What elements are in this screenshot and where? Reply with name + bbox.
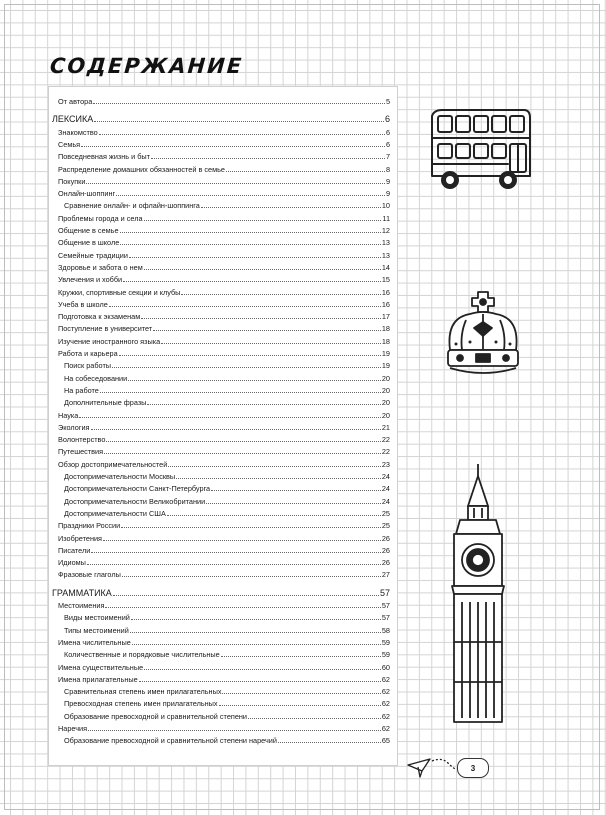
- toc-leader-dots: [211, 490, 381, 491]
- toc-entry-page: 20: [381, 373, 390, 383]
- toc-entry-label: Повседневная жизнь и быт: [58, 152, 150, 162]
- toc-entry-page: 17: [381, 312, 390, 322]
- toc-entry: [58, 672, 390, 684]
- toc-entry: [58, 420, 390, 432]
- toc-leader-dots: [144, 220, 382, 221]
- toc-leader-dots: [100, 392, 381, 393]
- toc-entry-page: 12: [381, 226, 390, 235]
- toc-entry-page: 13: [381, 238, 390, 248]
- toc-entry: [58, 272, 390, 284]
- toc-leader-dots: [168, 466, 381, 467]
- toc-entry-page: 62: [381, 724, 390, 733]
- toc-leader-dots: [91, 552, 381, 553]
- page-number: 3: [457, 758, 489, 778]
- toc-entry-page: 20: [381, 385, 390, 395]
- royal-crown-icon: [440, 288, 526, 380]
- toc-entry-page: 25: [381, 508, 390, 518]
- toc-entry: [64, 371, 390, 383]
- toc-entry-label: Имена прилагательные: [58, 674, 138, 684]
- toc-entry: [64, 623, 390, 635]
- toc-leader-dots: [131, 619, 381, 620]
- toc-entry-page: 24: [381, 472, 390, 481]
- toc-entry-label: Семья: [58, 139, 81, 149]
- toc-leader-dots: [87, 564, 381, 565]
- toc-entry-page: 23: [381, 459, 390, 469]
- toc-leader-dots: [147, 404, 380, 405]
- page-title: СОДЕРЖАНИЕ: [49, 54, 245, 78]
- toc-entry-label: Имена существительные: [58, 662, 144, 672]
- toc-entry-page: 6: [384, 114, 390, 125]
- toc-entry-page: 65: [381, 736, 390, 746]
- toc-entry: [64, 647, 390, 659]
- toc-leader-dots: [221, 656, 381, 657]
- toc-entry-page: 20: [381, 398, 390, 408]
- toc-entry-label: Достопримечательности Москвы: [64, 472, 176, 481]
- toc-leader-dots: [109, 306, 381, 307]
- toc-entry: [64, 494, 390, 506]
- toc-leader-dots: [132, 644, 381, 645]
- toc-entry: [58, 223, 390, 235]
- toc-entry: [58, 444, 390, 456]
- toc-entry: [58, 321, 390, 333]
- toc-entry-label: Подготовка к экзаменам: [58, 312, 141, 322]
- toc-leader-dots: [91, 429, 381, 430]
- toc-leader-dots: [94, 121, 384, 122]
- toc-entry-label: Образование превосходной и сравнительной степени: [64, 711, 247, 721]
- toc-entry-page: 57: [379, 587, 390, 598]
- toc-entry-page: 62: [381, 711, 390, 721]
- toc-entry-page: 26: [381, 558, 390, 568]
- toc-entry: [58, 598, 390, 610]
- toc-leader-dots: [161, 343, 381, 344]
- toc-entry-label: Достопримечательности Великобритании: [64, 496, 206, 506]
- toc-entry: [58, 408, 390, 420]
- toc-entry-label: Работа и карьера: [58, 349, 118, 358]
- toc-entry-page: 59: [381, 637, 390, 647]
- toc-entry: [58, 334, 390, 346]
- toc-leader-dots: [144, 669, 381, 670]
- toc-entry: [58, 235, 390, 247]
- toc-entry-label: Количественные и порядковые числительные: [64, 650, 220, 660]
- toc-entry-page: 58: [381, 625, 390, 635]
- toc-entry: [58, 260, 390, 272]
- toc-leader-dots: [88, 730, 381, 731]
- toc-entry: [58, 721, 390, 733]
- toc-entry-label: Покупки: [58, 176, 86, 186]
- toc-entry: [58, 309, 390, 321]
- toc-leader-dots: [139, 681, 381, 682]
- toc-entry: [64, 733, 390, 745]
- toc-leader-dots: [120, 232, 381, 233]
- toc-leader-dots: [181, 294, 380, 295]
- toc-entry-label: Общение в семье: [58, 226, 119, 235]
- toc-entry-page: 9: [385, 189, 390, 199]
- toc-entry: [64, 481, 390, 493]
- toc-entry-label: Путешествия: [58, 447, 104, 457]
- toc-entry-label: Экология: [58, 422, 90, 432]
- toc-entry: [64, 198, 390, 210]
- toc-entry: [64, 395, 390, 407]
- toc-leader-dots: [167, 515, 381, 516]
- toc-entry-label: Достопримечательности США: [64, 508, 166, 518]
- toc-entry-page: 9: [385, 176, 390, 186]
- toc-entry-label: От автора: [58, 97, 93, 106]
- toc-entry-label: Дополнительные фразы: [64, 398, 147, 408]
- toc-entry-page: 14: [381, 262, 390, 272]
- toc-leader-dots: [201, 207, 381, 208]
- toc-leader-dots: [105, 607, 380, 608]
- toc-entry-page: 22: [381, 447, 390, 457]
- toc-entry-page: 8: [385, 164, 390, 174]
- toc-entry-page: 22: [381, 435, 390, 445]
- toc-leader-dots: [141, 318, 381, 319]
- toc-entry-label: Превосходная степень имен прилагательных: [64, 699, 218, 709]
- toc-entry-label: Типы местоимений: [64, 625, 129, 635]
- toc-entry-page: 16: [381, 287, 390, 297]
- toc-entry-label: Наречия: [58, 724, 88, 733]
- toc-entry-label: Идиомы: [58, 558, 86, 568]
- toc-entry-label: Поступление в университет: [58, 324, 153, 334]
- toc-entry: [64, 684, 390, 696]
- toc-entry: [58, 457, 390, 469]
- paper-plane-icon: [406, 755, 458, 781]
- toc-entry-label: ЛЕКСИКА: [52, 114, 94, 125]
- toc-entry-page: 18: [381, 324, 390, 334]
- toc-entry-page: 26: [381, 533, 390, 543]
- toc-entry-page: 6: [385, 127, 390, 137]
- toc-entry-label: Учеба в школе: [58, 299, 108, 309]
- toc-entry-page: 19: [381, 349, 390, 358]
- toc-entry-label: Сравнение онлайн- и офлайн-шоппинга: [64, 201, 200, 211]
- toc-entry-label: Здоровье и забота о нем: [58, 262, 143, 272]
- toc-entry-label: Распределение домашних обязанностей в семье: [58, 164, 225, 174]
- toc-leader-dots: [130, 632, 381, 633]
- toc-leader-dots: [248, 718, 381, 719]
- toc-entry: [58, 149, 390, 161]
- toc-entry: [52, 112, 390, 124]
- toc-entry-page: 62: [381, 699, 390, 709]
- toc-leader-dots: [86, 183, 384, 184]
- toc-leader-dots: [226, 171, 385, 172]
- toc-entry-label: Кружки, спортивные секции и клубы: [58, 287, 181, 297]
- toc-entry: [58, 346, 390, 358]
- toc-leader-dots: [122, 576, 381, 577]
- toc-leader-dots: [120, 244, 381, 245]
- toc-leader-dots: [104, 453, 381, 454]
- toc-leader-dots: [93, 103, 385, 104]
- toc-entry-page: 26: [381, 545, 390, 555]
- toc-entry: [58, 518, 390, 530]
- toc-entry-page: 62: [381, 687, 390, 697]
- toc-leader-dots: [99, 134, 385, 135]
- toc-leader-dots: [219, 705, 381, 706]
- toc-entry-page: 62: [381, 674, 390, 684]
- toc-entry: [58, 137, 390, 149]
- toc-entry: [58, 297, 390, 309]
- toc-entry: [58, 432, 390, 444]
- toc-entry-page: 11: [382, 213, 390, 223]
- toc-entry-label: Виды местоимений: [64, 613, 130, 623]
- toc-leader-dots: [153, 330, 381, 331]
- toc-leader-dots: [103, 540, 381, 541]
- toc-entry: [64, 469, 390, 481]
- double-decker-bus-icon: [424, 106, 540, 196]
- toc-leader-dots: [278, 742, 381, 743]
- toc-leader-dots: [79, 417, 381, 418]
- toc-entry-label: Проблемы города и села: [58, 213, 143, 223]
- toc-entry-label: Сравнительная степень имен прилагательных: [64, 687, 222, 697]
- toc-leader-dots: [129, 257, 381, 258]
- toc-entry-page: 15: [381, 275, 390, 285]
- toc-entry-label: Общение в школе: [58, 238, 120, 248]
- toc-entry-page: 20: [381, 410, 390, 420]
- toc-entry-label: Семейные традиции: [58, 250, 128, 260]
- toc-entry: [58, 186, 390, 198]
- toc-entry-page: 59: [381, 650, 390, 660]
- toc-entry: [58, 543, 390, 555]
- toc-leader-dots: [119, 355, 381, 356]
- toc-entry-page: 18: [381, 336, 390, 346]
- toc-leader-dots: [128, 380, 381, 381]
- toc-entry-label: Наука: [58, 410, 79, 420]
- toc-leader-dots: [176, 478, 381, 479]
- toc-leader-dots: [106, 441, 380, 442]
- toc-entry-page: 5: [385, 97, 390, 106]
- toc-entry: [58, 555, 390, 567]
- toc-entry: [64, 506, 390, 518]
- toc-entry-page: 24: [381, 496, 390, 506]
- toc-entry-label: Обзор достопримечательностей: [58, 459, 168, 469]
- toc-entry-page: 24: [381, 484, 390, 494]
- toc-entry: [58, 285, 390, 297]
- toc-entry-page: 57: [381, 601, 390, 610]
- toc-entry: [64, 696, 390, 708]
- toc-entry-page: 27: [381, 570, 390, 580]
- toc-entry-label: Писатели: [58, 545, 91, 555]
- toc-entry-label: Имена числительные: [58, 637, 131, 647]
- toc-entry-label: Образование превосходной и сравнительной степени наречий: [64, 736, 277, 746]
- toc-entry: [64, 709, 390, 721]
- toc-entry-page: 60: [381, 662, 390, 672]
- toc-entry: [52, 586, 390, 598]
- toc-entry-label: На собеседовании: [64, 373, 128, 383]
- toc-entry-page: 19: [381, 361, 390, 371]
- toc-leader-dots: [116, 195, 385, 196]
- toc-entry-page: 10: [381, 201, 390, 211]
- toc-leader-dots: [121, 527, 381, 528]
- toc-entry-label: Поиск работы: [64, 361, 112, 371]
- toc-entry: [58, 174, 390, 186]
- toc-leader-dots: [123, 281, 381, 282]
- toc-entry-page: 57: [381, 613, 390, 623]
- toc-entry-label: Знакомство: [58, 127, 98, 137]
- toc-entry-label: Изобретения: [58, 533, 102, 543]
- toc-leader-dots: [222, 693, 380, 694]
- toc-entry-page: 6: [385, 139, 390, 149]
- toc-entry-label: Достопримечательности Санкт-Петербурга: [64, 484, 211, 494]
- toc-entry-page: 25: [381, 521, 390, 531]
- big-ben-tower-icon: [438, 462, 518, 726]
- toc-entry-label: Изучение иностранного языка: [58, 336, 161, 346]
- toc-entry-page: 16: [381, 299, 390, 309]
- toc-entry-label: Увлечения и хобби: [58, 275, 123, 285]
- toc-entry: [58, 635, 390, 647]
- toc-entry-label: ГРАММАТИКА: [52, 587, 112, 598]
- toc-entry-page: 21: [381, 422, 390, 432]
- toc-entry: [58, 125, 390, 137]
- toc-entry-label: Онлайн-шоппинг: [58, 189, 116, 199]
- toc-leader-dots: [151, 158, 385, 159]
- toc-entry-label: Местоимения: [58, 601, 105, 610]
- toc-entry: [58, 94, 390, 106]
- toc-entry: [64, 358, 390, 370]
- toc-entry: [58, 660, 390, 672]
- toc-entry-label: Волонтерство: [58, 435, 106, 445]
- toc-leader-dots: [144, 269, 381, 270]
- toc-entry: [58, 531, 390, 543]
- toc-leader-dots: [113, 595, 379, 596]
- toc-entry: [64, 610, 390, 622]
- toc-entry-label: На работе: [64, 385, 99, 395]
- toc-leader-dots: [206, 503, 381, 504]
- toc-entry: [58, 567, 390, 579]
- toc-leader-dots: [112, 367, 381, 368]
- toc-entry-label: Праздники России: [58, 521, 121, 531]
- toc-entry: [58, 211, 390, 223]
- toc-entry: [64, 383, 390, 395]
- toc-entry-page: 7: [385, 152, 390, 162]
- toc-entry: [58, 248, 390, 260]
- toc-entry-page: 13: [381, 250, 390, 260]
- toc-leader-dots: [81, 146, 385, 147]
- toc-entry: [58, 162, 390, 174]
- toc-entry-label: Фразовые глаголы: [58, 570, 121, 580]
